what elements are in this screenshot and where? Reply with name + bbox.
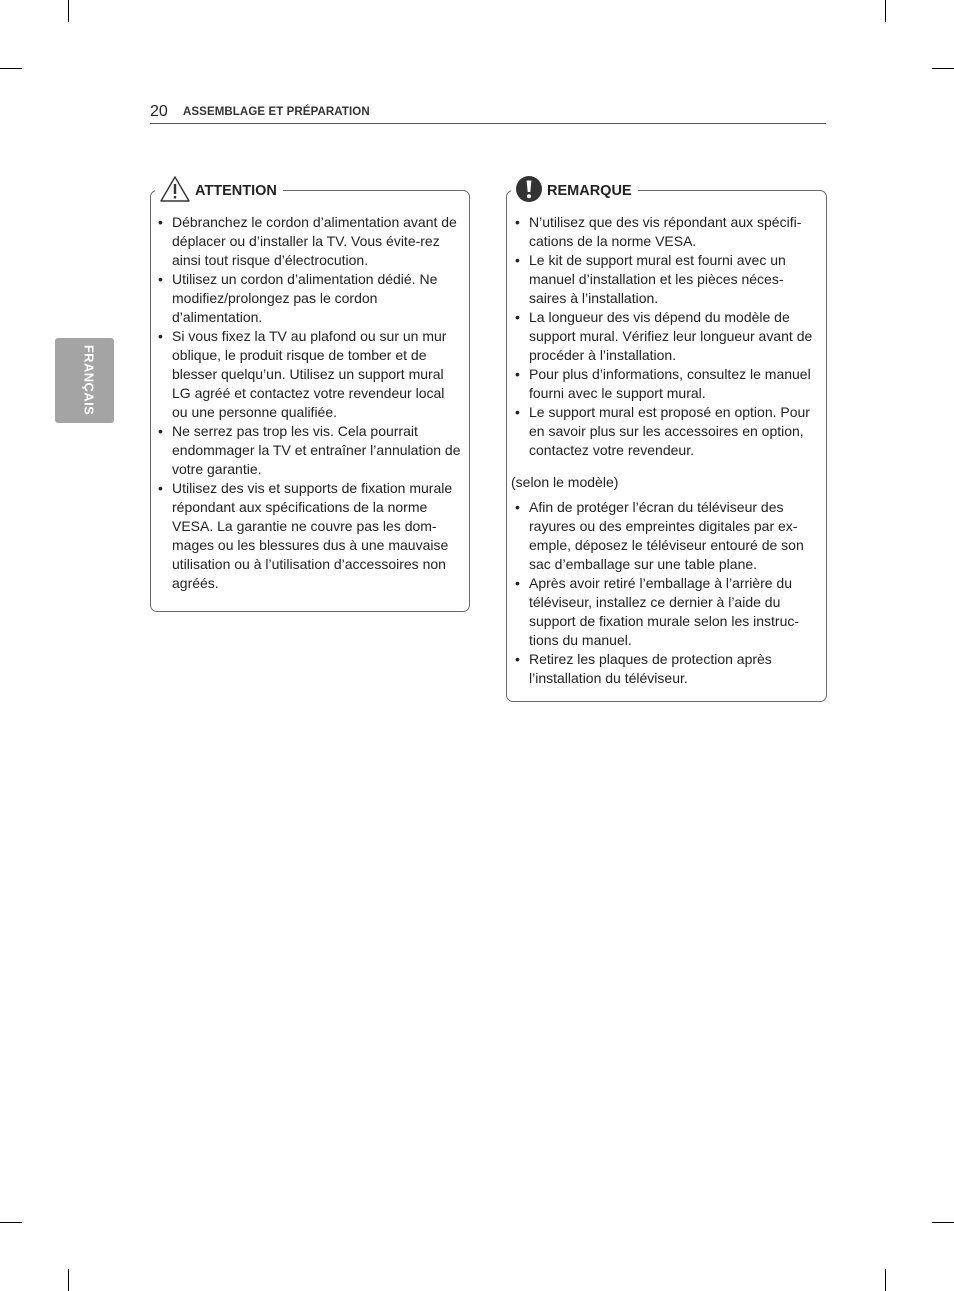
attention-list <box>155 213 461 593</box>
page-header <box>150 103 826 124</box>
section-title: ASSEMBLAGE ET PRÉPARATION <box>183 106 370 118</box>
exclamation-circle-icon <box>515 175 543 208</box>
remarque-list <box>512 213 818 460</box>
remarque-model-list <box>512 498 818 688</box>
list-item: • Le support mural est proposé en option. Pour en savoir plus sur les accessoires en option, contactez votre revendeur. <box>512 403 818 460</box>
page-number: 20 <box>150 103 168 120</box>
list-item: • N’utilisez que des vis répondant aux spécifi-cations de la norme VESA. <box>512 213 818 251</box>
language-tab <box>55 338 114 423</box>
crop-mark <box>932 68 954 69</box>
remarque-title: REMARQUE <box>547 183 632 199</box>
crop-mark <box>0 68 22 69</box>
crop-mark <box>68 0 69 22</box>
list-item: • Ne serrez pas trop les vis. Cela pourrait endommager la TV et entraîner l’annulation de votre garantie. <box>155 422 461 479</box>
list-item: • Pour plus d’informations, consultez le manuel fourni avec le support mural. <box>512 365 818 403</box>
list-item: • Débranchez le cordon d’alimentation avant de déplacer ou d’installer la TV. Vous évite-rez ainsi tout risque d’électrocution. <box>155 213 461 270</box>
crop-mark <box>932 1222 954 1223</box>
list-item: • Retirez les plaques de protection après l’installation du téléviseur. <box>512 650 818 688</box>
warning-triangle-icon <box>159 175 191 208</box>
crop-mark <box>68 1269 69 1291</box>
remarque-header <box>511 179 638 203</box>
crop-mark <box>0 1222 22 1223</box>
attention-title: ATTENTION <box>195 183 277 199</box>
list-item: • Utilisez un cordon d’alimentation dédié. Ne modifiez/prolongez pas le cordon d’alimentation. <box>155 270 461 327</box>
remarque-box <box>506 183 827 702</box>
list-item: • Utilisez des vis et supports de fixation murale répondant aux spécifications de la norme VESA. La garantie ne couvre pas les dom-mages ou les blessures dus à une mauvaise utilisation ou à l’utilisation d’accessoires non agréés. <box>155 479 461 593</box>
language-tab-label: FRANÇAIS <box>81 344 97 416</box>
list-item: • Afin de protéger l’écran du téléviseur des rayures ou des empreintes digitales par ex-emple, déposez le téléviseur entouré de son sac d’emballage sur une table plane. <box>512 498 818 574</box>
list-item: • Après avoir retiré l’emballage à l’arrière du téléviseur, installez ce dernier à l’aide du support de fixation murale selon les instruc-tions du manuel. <box>512 574 818 650</box>
crop-mark <box>885 1269 886 1291</box>
attention-box <box>150 183 470 612</box>
attention-header <box>155 179 283 203</box>
list-item: • Le kit de support mural est fourni avec un manuel d’installation et les pièces néces-saires à l’installation. <box>512 251 818 308</box>
list-item: • Si vous fixez la TV au plafond ou sur un mur oblique, le produit risque de tomber et de blesser quelqu’un. Utilisez un support mural LG agréé et contactez votre revendeur local ou une personne qualifiée. <box>155 327 461 422</box>
list-item: • La longueur des vis dépend du modèle de support mural. Vérifiez leur longueur avant de procéder à l’installation. <box>512 308 818 365</box>
model-note: (selon le modèle) <box>511 474 619 490</box>
crop-mark <box>885 0 886 22</box>
